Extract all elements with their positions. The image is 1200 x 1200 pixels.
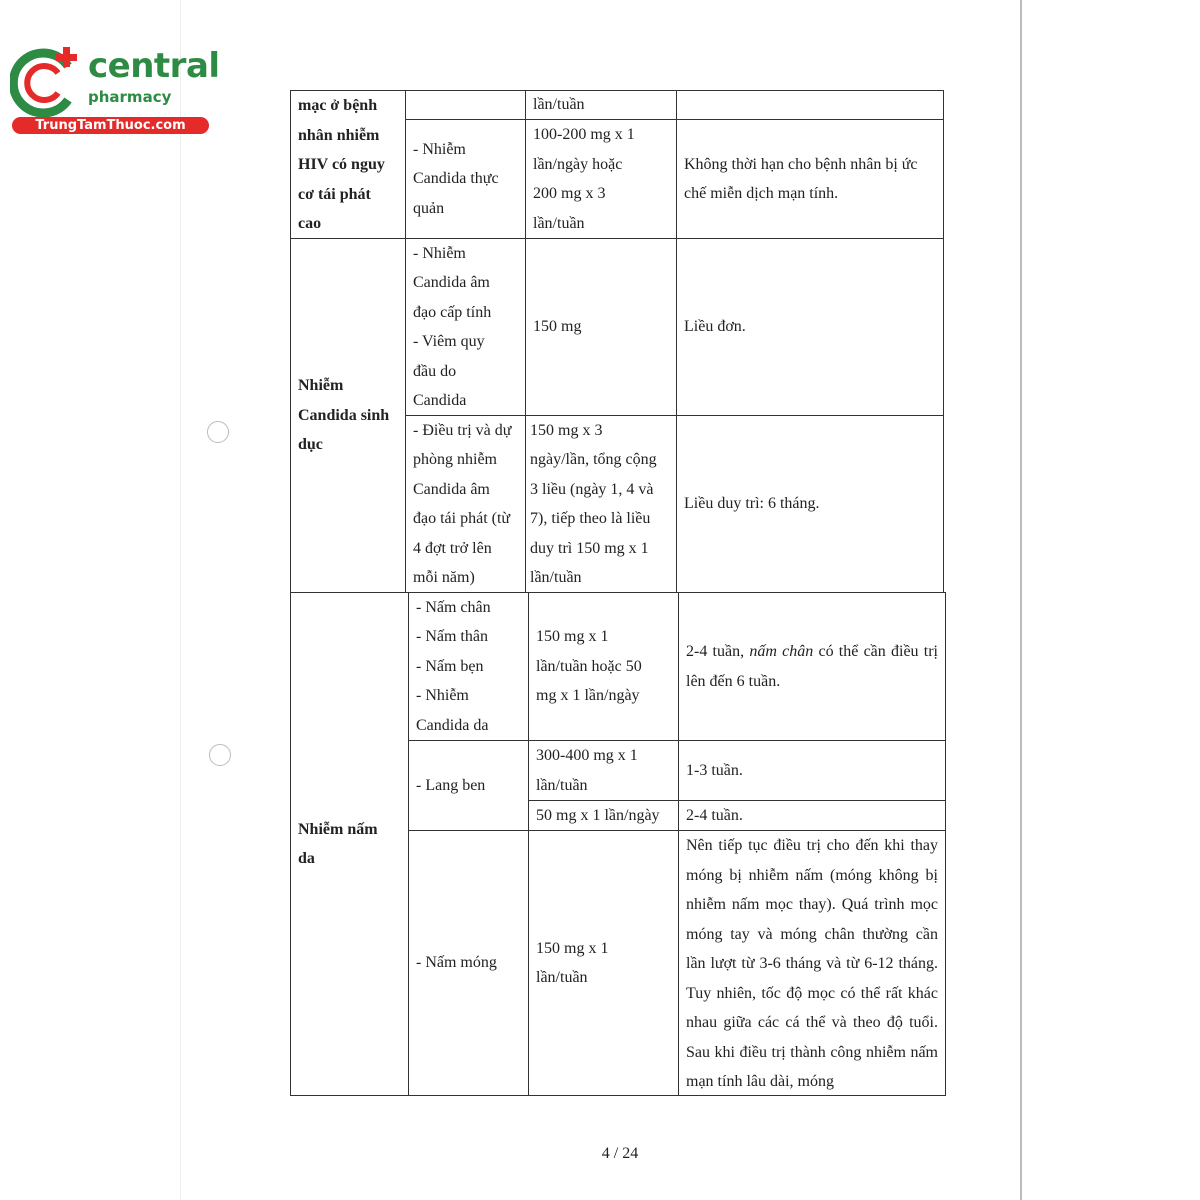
table-cell [405,90,526,120]
logo-brand: central [88,46,220,86]
table-cell: 2-4 tuần. [678,800,946,831]
table-cell [676,90,944,120]
punch-hole [207,421,229,443]
table-cell: - Nấm móng [408,830,529,1096]
table-cell: lần/tuần [525,90,677,120]
punch-hole [209,744,231,766]
table-cell: Nhiễm Candida sinh dục [290,238,406,593]
table-cell: Nhiễm nấm da [290,592,409,1096]
table-cell: 150 mg [525,238,677,416]
cell-text: 2-4 tuần, nấm chân có thể cần điều trị lên đến 6 tuần. [686,643,939,690]
table-cell: - Nhiễm Candida thực quản [405,119,526,239]
table-cell: 1-3 tuần. [678,740,946,801]
page-edge-left [180,0,181,1200]
table-cell: 50 mg x 1 lần/ngày [528,800,679,831]
table-cell: 150 mg x 1 lần/tuần hoặc 50 mg x 1 lần/ngày [528,592,679,741]
table-cell: Không thời hạn cho bệnh nhân bị ức chế miễn dịch mạn tính. [676,119,944,239]
logo-site: TrungTamThuoc.com [12,117,209,134]
table-cell: - Điều trị và dự phòng nhiễm Candida âm đạo tái phát (từ 4 đợt trở lên mỗi năm) [405,415,526,593]
table-cell: - Lang ben [408,740,529,831]
emphasis: nấm chân [749,643,814,660]
table-cell: - Nấm chân - Nấm thân - Nấm bẹn - Nhiễm Candida da [408,592,529,741]
table-cell: 100-200 mg x 1 lần/ngày hoặc 200 mg x 3 lần/tuần [525,119,677,239]
table-cell: Liều đơn. [676,238,944,416]
table-cell: 150 mg x 1 lần/tuần [528,830,679,1096]
table-cell [678,592,946,741]
table-cell: - Nhiễm Candida âm đạo cấp tính - Viêm quy đầu do Candida [405,238,526,416]
table-cell: mạc ở bệnh nhân nhiễm HIV có nguy cơ tái phát cao [290,90,406,239]
page-number: 4 / 24 [601,1145,639,1162]
table-cell: 150 mg x 3 ngày/lần, tổng cộng 3 liều (ngày 1, 4 và 7), tiếp theo là liều duy trì 150 mg x 1 lần/tuần [525,415,677,593]
table-cell: 300-400 mg x 1 lần/tuần [528,740,679,801]
table-cell: Liều duy trì: 6 tháng. [676,415,944,593]
page-edge-right [1020,0,1022,1200]
logo-sub: pharmacy [88,88,172,106]
table-cell: Nên tiếp tục điều trị cho đến khi thay móng bị nhiễm nấm (móng không bị nhiễm nấm mọc thay). Quá trình mọc móng tay và móng chân thường cần lần lượt từ 3-6 tháng và từ 6-12 tháng. Tuy nhiên, tốc độ mọc có thể rất khác nhau giữa các cá thể và theo độ tuổi. Sau khi điều trị thành công nhiễm nấm mạn tính lâu dài, móng [678,830,946,1096]
